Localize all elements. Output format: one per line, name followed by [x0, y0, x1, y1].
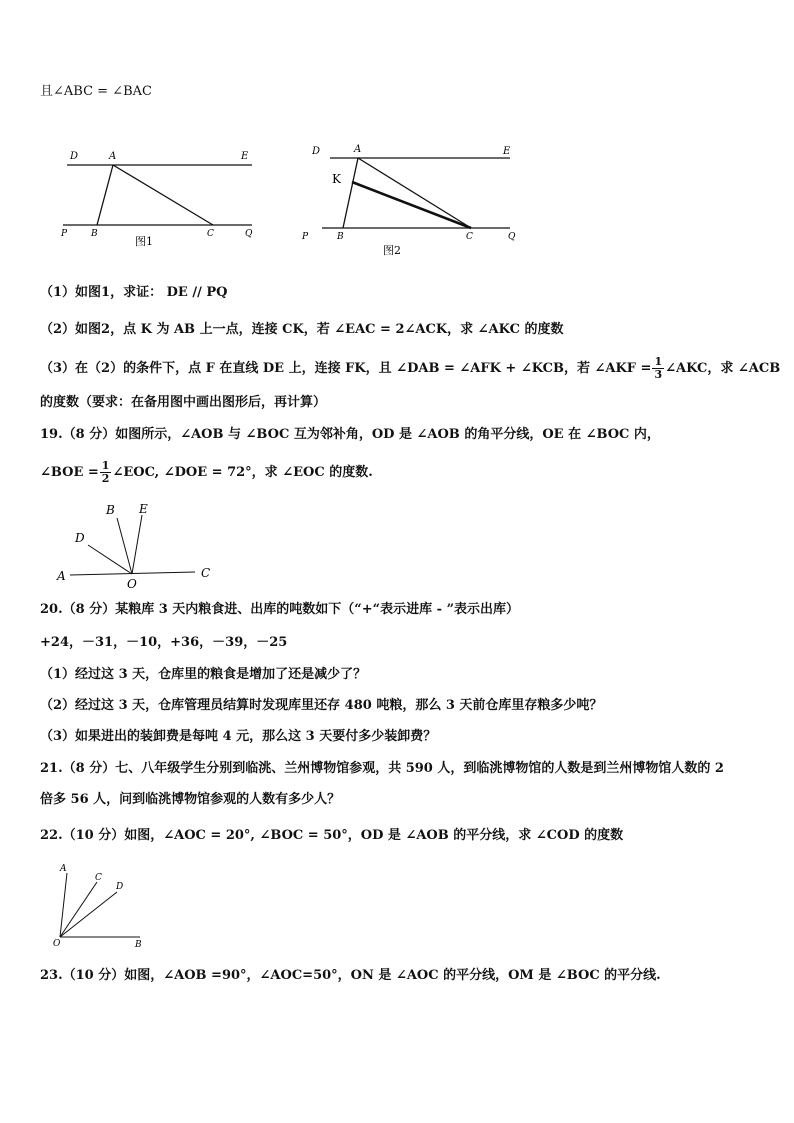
- fig2-label-e: E: [503, 146, 511, 157]
- question-21-line-1: 21.（8 分）七、八年级学生分别到临洮、兰州博物馆参观，共 590 人，到临洮博物馆的人数是到兰州博物馆人数的 2: [40, 761, 724, 776]
- fig1-label-b: B: [91, 229, 98, 239]
- fig22-label-b: B: [135, 940, 142, 950]
- fig19-label-b: B: [106, 503, 115, 517]
- q3-fraction-denominator: 3: [654, 368, 663, 381]
- question-18-part-1: （1）如图1，求证： DE // PQ: [40, 285, 228, 300]
- fig1-label-c: C: [207, 229, 214, 239]
- q19-fraction-numerator: 1: [101, 459, 110, 472]
- question-20-part-2: （2）经过这 3 天，仓库管理员结算时发现库里还存 480 吨粮，那么 3 天前仓库里存粮多少吨？: [40, 698, 603, 713]
- question-19-line-2: [40, 460, 373, 485]
- question-20-part-1: （1）经过这 3 天，仓库里的粮食是增加了还是减少了？: [40, 667, 367, 682]
- fig2-label-b: B: [337, 232, 344, 242]
- figure-22: [50, 860, 160, 950]
- q3-text-b: ∠AKC，求 ∠ACB: [665, 361, 781, 376]
- fig19-label-o: O: [127, 577, 137, 591]
- question-22: 22.（10 分）如图，∠AOC = 20°, ∠BOC = 50°，OD 是 ∠AOB 的平分线，求 ∠COD 的度数: [40, 828, 624, 843]
- fig22-label-a: A: [60, 864, 67, 874]
- q19-fraction: [100, 460, 112, 485]
- figure-2: [300, 140, 530, 260]
- q19-text-b: ∠EOC, ∠DOE = 72°，求 ∠EOC 的度数.: [112, 465, 373, 480]
- fig1-caption: 图1: [135, 235, 153, 248]
- fig1-label-d: D: [70, 151, 79, 162]
- fig22-label-o: O: [53, 939, 61, 949]
- question-21-line-2: 倍多 56 人，问到临洮博物馆参观的人数有多少人？: [40, 792, 341, 807]
- fig19-label-e: E: [139, 502, 148, 516]
- fig2-caption: 图2: [383, 244, 401, 257]
- q3-fraction-numerator: 1: [654, 355, 663, 368]
- question-19-line-1: 19.（8 分）如图所示，∠AOB 与 ∠BOC 互为邻补角，OD 是 ∠AOB 的角平分线，OE 在 ∠BOC 内，: [40, 427, 660, 442]
- q19-text-a: ∠BOE =: [40, 465, 99, 480]
- fig1-label-a: A: [109, 151, 117, 162]
- fig22-label-c: C: [95, 873, 102, 883]
- fig2-label-a: A: [354, 144, 362, 155]
- q19-fraction-denominator: 2: [101, 472, 110, 485]
- fig22-label-d: D: [116, 882, 124, 892]
- figure-1: [55, 145, 265, 250]
- text-line-intro: 且∠ABC = ∠BAC: [40, 84, 152, 99]
- q3-fraction: [652, 356, 664, 381]
- question-18-part-2: （2）如图2，点 K 为 AB 上一点，连接 CK，若 ∠EAC = 2∠ACK，求 ∠AKC 的度数: [40, 322, 564, 337]
- question-20-line-1: 20.（8 分）某粮库 3 天内粮食进、出库的吨数如下（“+“表示进库 - ”表示出库）: [40, 602, 520, 617]
- question-23: 23.（10 分）如图，∠AOB =90°，∠AOC=50°，ON 是 ∠AOC 的平分线，OM 是 ∠BOC 的平分线.: [40, 968, 661, 983]
- fig2-label-k: K: [332, 172, 341, 186]
- question-18-part-3: [40, 356, 780, 381]
- figure-19: [50, 500, 225, 590]
- fig2-label-c: C: [466, 232, 473, 242]
- fig1-label-q: Q: [245, 229, 253, 239]
- fig19-label-a: A: [57, 569, 66, 583]
- question-20-part-3: （3）如果进出的装卸费是每吨 4 元，那么这 3 天要付多少装卸费？: [40, 729, 437, 744]
- fig2-label-d: D: [312, 146, 321, 157]
- fig19-label-c: C: [201, 566, 211, 580]
- fig1-label-e: E: [241, 151, 249, 162]
- fig2-label-q: Q: [508, 232, 516, 242]
- fig1-label-p: P: [61, 229, 68, 239]
- question-18-part-3-cont: 的度数（要求：在备用图中画出图形后，再计算）: [40, 395, 327, 410]
- question-20-numbers: +24，－31，－10，+36，－39，－25: [40, 635, 288, 650]
- fig19-label-d: D: [75, 531, 85, 545]
- q3-text-a: （3）在（2）的条件下，点 F 在直线 DE 上，连接 FK，且 ∠DAB = ∠AFK + ∠KCB，若 ∠AKF =: [40, 361, 652, 376]
- fig2-label-p: P: [302, 232, 309, 242]
